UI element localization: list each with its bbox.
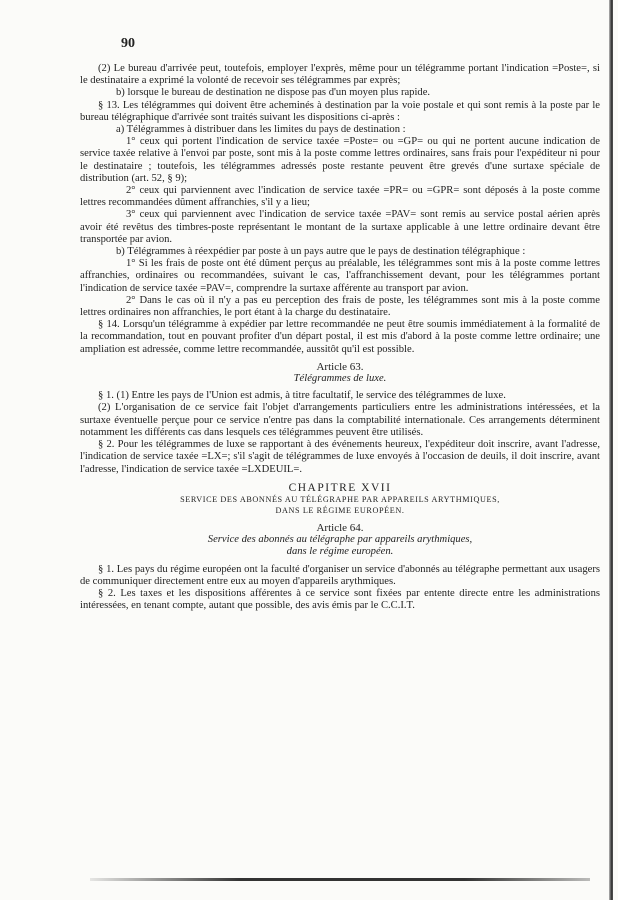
document-body — [80, 63, 600, 612]
article-63-heading: Article 63. — [316, 360, 364, 373]
paragraph: (2) Le bureau d'arrivée peut, toutefois, employer l'exprès, même pour un télégramme portant l'indication =Poste=, si le destinataire a exprimé la volonté de recevoir ses télégrammes par exprès; — [80, 63, 600, 87]
page-number: 90 — [121, 36, 135, 51]
paragraph: 2° ceux qui parviennent avec l'indication de service taxée =PR= ou =GPR= sont déposés à la poste comme lettres recommandées dûment affranchies, s'il y a lieu; — [80, 185, 600, 209]
paragraph: § 14. Lorsqu'un télégramme à expédier par lettre recommandée ne peut être soumis immédiatement à la formalité de la recommandation, tout en pouvant profiter d'un départ postal, il est mis d'abord à la poste comme lettre ordinaire; une ampliation est adressée, comme lettre recommandée, aussitôt qu'il est possible. — [80, 319, 600, 355]
paragraph: 1° Si les frais de poste ont été dûment perçus au préalable, les télégrammes sont mis à la poste comme lettres affranchies, ordinaires ou recommandées, suivant le cas, l'affranchissement devant, pour les télégrammes portant l'indication de service taxée =PAV=, comprendre la surtaxe afférente au transport par avion. — [80, 258, 600, 294]
page-bottom-edge — [90, 878, 590, 881]
page-edge-shadow — [609, 0, 613, 900]
chapter-17-title-line-2: DANS LE RÉGIME EUROPÉEN. — [275, 506, 405, 516]
paragraph: § 13. Les télégrammes qui doivent être acheminés à destination par la voie postale et qui sont remis à la poste par le bureau télégraphique d'arrivée sont traités suivant les dispositions ci-après : — [80, 99, 600, 123]
article-64-heading: Article 64. — [316, 521, 364, 534]
paragraph: § 2. Les taxes et les dispositions afférentes à ce service sont fixées par entente directe entre les administrations intéressées, en tenant compte, autant que possible, des avis émis par le C.C.I.T. — [80, 587, 600, 612]
article-64-subtitle-line-2: dans le régime européen. — [286, 546, 394, 558]
chapter-17-heading: CHAPITRE XVII — [288, 481, 392, 494]
paragraph: 3° ceux qui parviennent avec l'indication de service taxée =PAV= sont remis au service postal aérien après avoir été revêtus des timbres-poste représentant le montant de la surtaxe applicable à une lettre ordinaire devant être transportée par avion. — [80, 209, 600, 245]
paragraph: b) Télégrammes à réexpédier par poste à un pays autre que le pays de destination télégraphique : — [116, 246, 526, 258]
paragraph: § 1. (1) Entre les pays de l'Union est admis, à titre facultatif, le service des télégrammes de luxe. — [98, 390, 506, 402]
paragraph: § 2. Pour les télégrammes de luxe se rapportant à des événements heureux, l'expéditeur doit inscrire, avant l'adresse, l'indication de service taxée =LX=; s'il s'agit de télégrammes de luxe envoyés à l'occasion de deuils, il doit inscrire, avant l'adresse, l'indication de service taxée =LXDEUIL=. — [80, 439, 600, 475]
article-63-subtitle: Télégrammes de luxe. — [293, 373, 387, 385]
paragraph: (2) L'organisation de ce service fait l'objet d'arrangements particuliers entre les administrations intéressées, et la surtaxe éventuelle perçue pour ce service n'entre pas dans la comptabilité internationale. Ces arrangements déterminent notamment les différents cas dans lesquels ces télégrammes peuvent être utilisés. — [80, 402, 600, 438]
paragraph: § 1. Les pays du régime européen ont la faculté d'organiser un service d'abonnés au télégraphe permettant aux usagers de communiquer directement entre eux au moyen d'appareils arythmiques. — [80, 563, 600, 587]
paragraph: b) lorsque le bureau de destination ne dispose pas d'un moyen plus rapide. — [116, 87, 431, 99]
paragraph: 2° Dans le cas où il n'y a pas eu perception des frais de poste, les télégrammes sont mis à la poste comme lettres ordinaires non affranchies, le port étant à la charge du destinataire. — [80, 294, 600, 319]
article-64-subtitle-line-1: Service des abonnés au télégraphe par appareils arythmiques, — [207, 534, 473, 546]
chapter-17-title-line-1: SERVICE DES ABONNÉS AU TÉLÉGRAPHE PAR APPAREILS ARYTHMIQUES, — [180, 494, 500, 504]
paragraph: 1° ceux qui portent l'indication de service taxée =Poste= ou =GP= ou qui ne portent aucune indication de service taxée relative à l'envoi par poste, sont mis à la poste comme lettres ordinaires, sans frais pour l'expéditeur ni pour le destinataire ; toutefois, les télégrammes adressés poste restante peuvent être grevés d'une surtaxe spéciale de distribution (art. 52, § 9); — [80, 136, 600, 184]
paragraph: a) Télégrammes à distribuer dans les limites du pays de destination : — [116, 124, 406, 136]
